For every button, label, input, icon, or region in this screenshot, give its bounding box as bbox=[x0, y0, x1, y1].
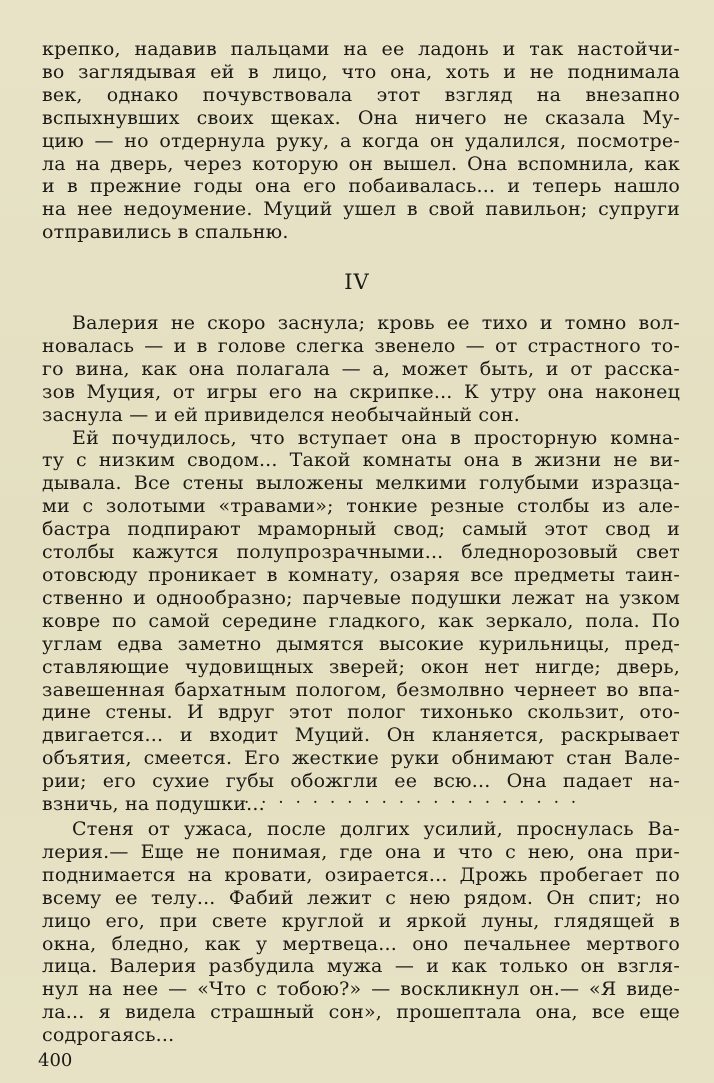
text-line: ковре по самой середине гладкого, как зеркало, пола. По bbox=[42, 609, 680, 632]
text-line: дине стены. И вдруг этот полог тихонько скользит, ото- bbox=[42, 701, 680, 724]
text-line: содрогаясь... bbox=[42, 1024, 175, 1047]
text-line: цию — но отдернула руку, а когда он удалился, посмотре- bbox=[42, 129, 680, 152]
text-line: ственно и однообразно; парчевые подушки лежат на узком bbox=[42, 586, 680, 609]
text-line: отправились в спальню. bbox=[42, 221, 289, 244]
page-number: 400 bbox=[38, 1050, 73, 1071]
text-line: углам едва заметно дымятся высокие курильницы, пред- bbox=[42, 632, 680, 655]
text-line: двигается... и входит Муций. Он кланяется, раскрывает bbox=[42, 724, 680, 747]
text-line: ла на дверь, через которую он вышел. Она вспомнила, как bbox=[42, 152, 680, 175]
text-line: го вина, как она полагала — а, может быть, и от расска- bbox=[42, 357, 680, 380]
text-line: Ей почудилось, что вступает она в просторную комна- bbox=[72, 426, 680, 449]
text-line: бастра подпирают мраморный свод; самый этот свод и bbox=[42, 518, 680, 541]
text-line: взничь, на подушки... bbox=[42, 793, 265, 816]
chapter-heading: IV bbox=[344, 270, 370, 294]
text-line: окна, бледно, как у мертвеца... оно печальнее мертвого bbox=[42, 932, 680, 955]
text-line: Стеня от ужаса, после долгих усилий, проснулась Ва- bbox=[72, 818, 680, 840]
dotted-separator: . . . . . . . . . . . . . . . . . . . . . . . . bbox=[175, 788, 580, 808]
text-line: на нее недоумение. Муций ушел в свой павильон; супруги bbox=[42, 198, 680, 221]
text-line: лица. Валерия разбудила мужа — и как только он взгля- bbox=[42, 955, 680, 978]
text-line: вспыхнувших своих щеках. Она ничего не сказала Му- bbox=[42, 106, 680, 129]
text-line: рии; его сухие губы обожгли ее всю... Она падает на- bbox=[42, 770, 680, 793]
text-line: и в прежние годы она его побаивалась... и теперь нашло bbox=[42, 175, 680, 198]
text-line: отовсюду проникает в комнату, озаряя все предметы таин- bbox=[42, 563, 680, 586]
text-line: нул на нее — «Что с тобою?» — воскликнул он.— «Я виде- bbox=[42, 978, 680, 1001]
text-line: ставляющие чудовищных зверей; окон нет нигде; дверь, bbox=[42, 655, 680, 678]
text-line: поднимается на кровати, озирается... Дрожь пробегает по bbox=[42, 863, 680, 886]
paragraph-dream bbox=[42, 312, 680, 816]
text-line: новалась — и в голове слегка звенело — от страстного то- bbox=[42, 334, 680, 357]
text-line: завешенная бархатным пологом, безмолвно чернеет во впа- bbox=[42, 678, 680, 701]
text-line: заснула — и ей привиделся необычайный сон. bbox=[42, 403, 520, 426]
text-line: век, однако почувствовала этот взгляд на внезапно bbox=[42, 83, 680, 106]
text-line: зов Муция, от игры его на скрипке... К утру она наконец bbox=[42, 380, 680, 403]
text-line: во заглядывая ей в лицо, что она, хоть и не поднимала bbox=[42, 60, 680, 83]
text-line: столбы кажутся полупрозрачными... бледнорозовый свет bbox=[42, 541, 680, 564]
text-line: объятия, смеется. Его жесткие руки обнимают стан Вале- bbox=[42, 747, 680, 770]
text-line: крепко, надавив пальцами на ее ладонь и так настойчи- bbox=[42, 38, 680, 60]
paragraph-chapter-end bbox=[42, 38, 680, 244]
text-line: дывала. Все стены выложены мелкими голубыми изразца- bbox=[42, 472, 680, 495]
text-line: всему ее телу... Фабий лежит с нею рядом. Он спит; но bbox=[42, 886, 680, 909]
paragraph-waking bbox=[42, 818, 680, 1047]
text-line: лерия.— Еще не понимая, где она и что с нею, она при- bbox=[42, 840, 680, 863]
text-line: ла... я видела страшный сон», прошептала она, все еще bbox=[42, 1001, 680, 1024]
text-line: ту с низким сводом... Такой комнаты она в жизни не ви- bbox=[42, 449, 680, 472]
text-line: Валерия не скоро заснула; кровь ее тихо и томно вол- bbox=[72, 312, 680, 334]
text-line: лицо его, при свете круглой и яркой луны, глядящей в bbox=[42, 909, 680, 932]
text-line: ми с золотыми «травами»; тонкие резные столбы из але- bbox=[42, 495, 680, 518]
